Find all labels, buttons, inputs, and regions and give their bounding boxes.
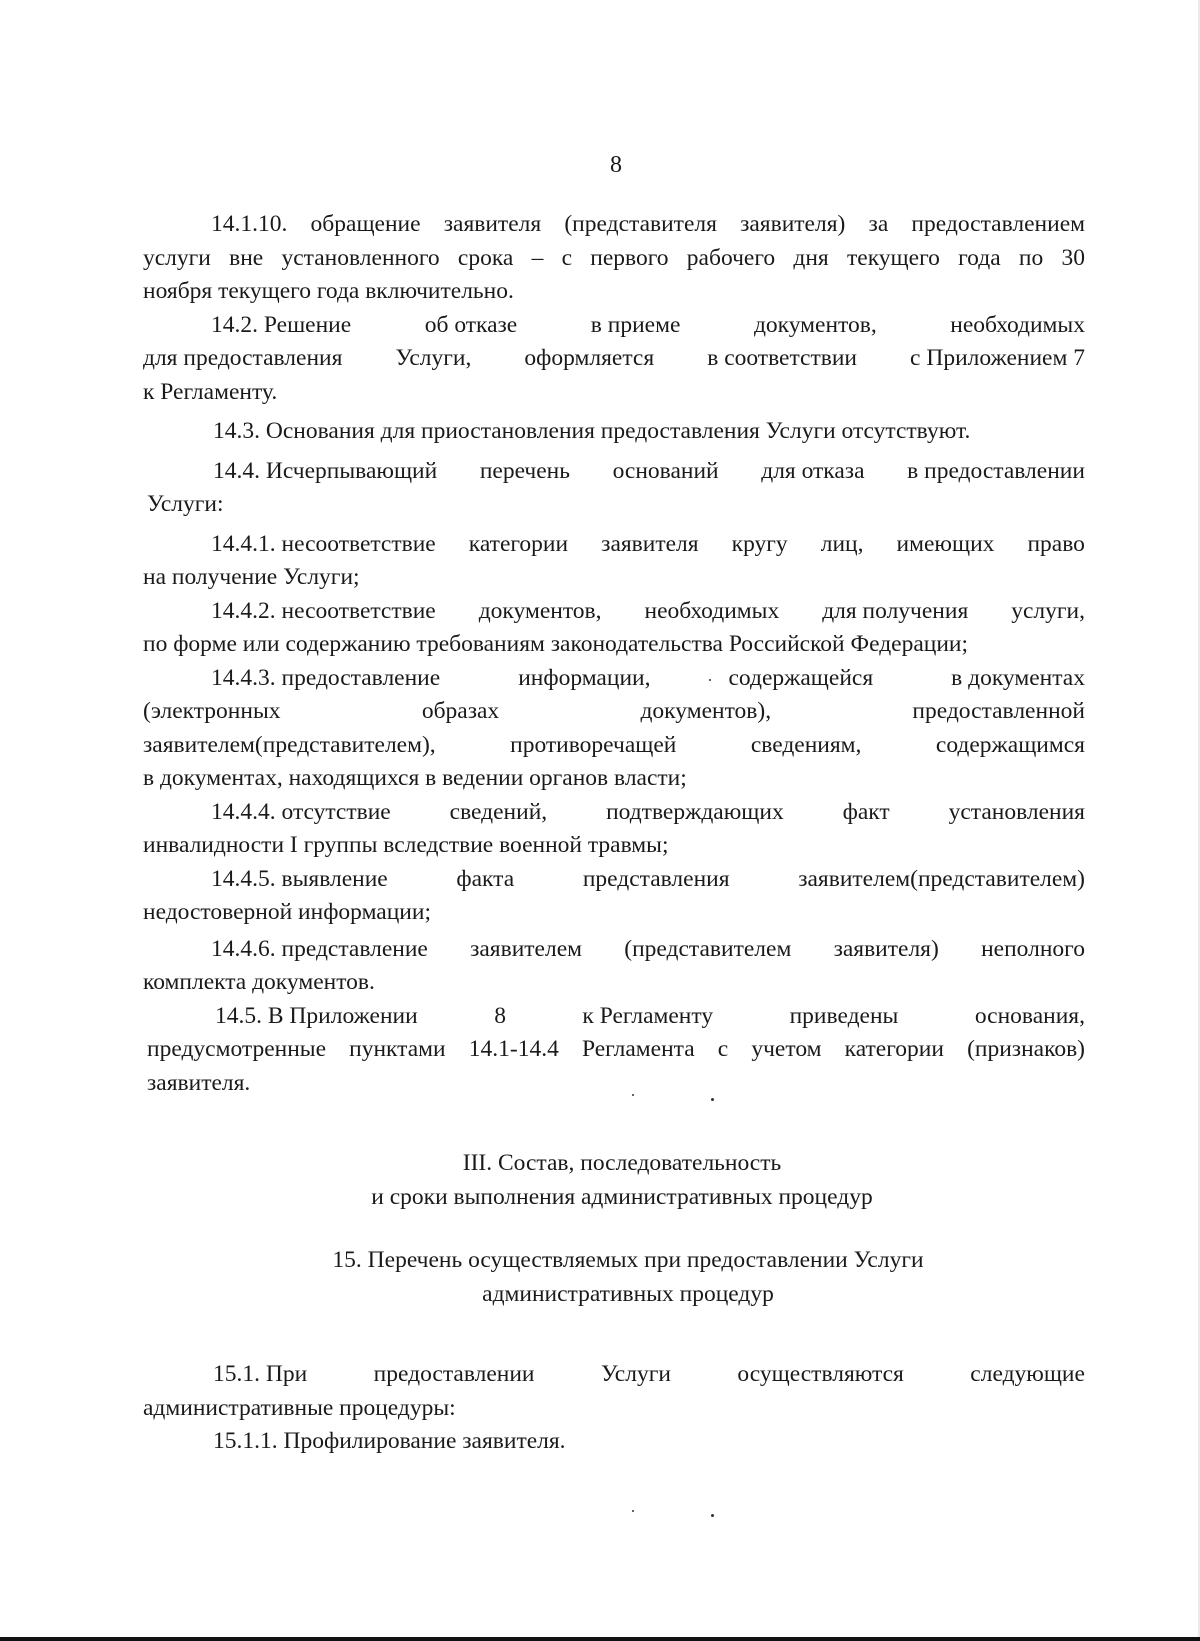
word: противоречащей <box>510 731 677 758</box>
page-number: 8 <box>610 152 622 178</box>
text-line <box>143 595 1085 629</box>
text-run: по форме или содержанию требованиям законодательства Российской Федерации; <box>143 631 969 657</box>
word: 14.4.6. представление <box>211 935 428 962</box>
text-line <box>143 208 1085 242</box>
word: в документах <box>951 664 1085 691</box>
paragraph-14-4-2 <box>143 595 1085 662</box>
text-line <box>143 628 1085 662</box>
text-line <box>143 966 1085 1000</box>
word: 14.2. Решение <box>211 311 352 338</box>
word: 14.5. В Приложении <box>215 1002 418 1029</box>
scan-bottom-edge <box>0 1637 1200 1641</box>
heading-line: 15. Перечень осуществляемых при предоставлении Услуги <box>332 1247 924 1273</box>
text-line <box>143 933 1085 967</box>
text-run: ноября текущего года включительно. <box>143 278 514 304</box>
paragraph-14-4-6 <box>143 933 1085 1000</box>
word: установления <box>948 798 1085 825</box>
word: Услуги, <box>395 345 472 371</box>
text-line <box>143 896 1085 930</box>
word: для предоставления <box>143 345 343 371</box>
word: 15.1. При <box>213 1361 308 1387</box>
paragraph-14-4-5 <box>143 863 1085 930</box>
word: предоставлении <box>373 1361 535 1387</box>
section-15-heading <box>143 1244 1085 1311</box>
word: 14.4.5. выявление <box>211 865 388 892</box>
word: заявителем(представителем) <box>798 865 1085 892</box>
text-run: услуги вне установленного срока – с первого рабочего дня текущего года по 30 <box>143 244 1085 271</box>
word: заявителя) <box>833 935 939 962</box>
word: Услуги <box>600 1361 671 1387</box>
paragraph-14-3 <box>143 415 1085 449</box>
text-line <box>143 488 1085 522</box>
word: в предоставлении <box>907 457 1085 484</box>
text-run: недостоверной информации; <box>143 899 431 925</box>
word: документов, <box>478 597 602 624</box>
word: сведениям, <box>750 731 862 758</box>
word: образах <box>421 698 500 724</box>
word: в соответствии <box>707 345 857 371</box>
word: в приеме <box>590 311 681 338</box>
paragraph-14-4-1 <box>143 528 1085 595</box>
section-3-heading <box>143 1147 1085 1214</box>
spacer <box>143 1311 1085 1358</box>
word: для отказа <box>761 457 865 484</box>
paragraph-15-1 <box>143 1358 1085 1425</box>
text-line <box>143 1067 1085 1101</box>
text-line <box>143 242 1085 276</box>
paragraph-14-4-3 <box>143 662 1085 796</box>
scan-speck <box>632 1094 634 1096</box>
text-line <box>143 275 1085 309</box>
text-line <box>143 729 1085 763</box>
word: об отказе <box>424 311 518 338</box>
paragraph-14-5 <box>143 1000 1085 1101</box>
text-line <box>143 1000 1085 1034</box>
word: 14.4.1. несоответствие <box>211 530 436 557</box>
scan-speck <box>711 1514 714 1517</box>
text-line <box>143 528 1085 562</box>
spacer <box>143 1100 1085 1147</box>
text-run: 15.1.1. Профилирование заявителя. <box>213 1428 566 1454</box>
text-run: административные процедуры: <box>143 1394 456 1421</box>
text-run: 14.3. Основания для приостановления предоставления Услуги отсутствуют. <box>213 418 971 444</box>
scan-speck <box>711 1098 714 1101</box>
word: следующие <box>970 1361 1085 1387</box>
word: право <box>1027 530 1085 557</box>
heading-line: административных процедур <box>482 1280 774 1307</box>
scan-speck <box>709 679 711 681</box>
text-line <box>143 1358 1085 1392</box>
text-run: к Регламенту. <box>143 378 278 405</box>
word: к Регламенту <box>582 1002 714 1029</box>
word: лиц, <box>820 530 864 557</box>
paragraph-14-4-4 <box>143 796 1085 863</box>
heading-line: III. Состав, последовательность <box>462 1150 782 1176</box>
word: 14.4.2. несоответствие <box>211 597 436 624</box>
word: заявителя <box>601 530 699 557</box>
word: осуществляются <box>737 1361 904 1387</box>
word: представления <box>582 865 730 892</box>
word: с Приложением 7 <box>910 345 1085 371</box>
word: содержащейся <box>728 664 874 691</box>
scan-speck <box>632 1510 634 1512</box>
word: необходимых <box>644 597 780 624</box>
text-line <box>143 376 1085 410</box>
word: заявителем(представителем), <box>143 731 436 758</box>
word: необходимых <box>950 311 1085 338</box>
text-run: на получение Услуги; <box>143 564 360 590</box>
word: подтверждающих <box>606 798 784 825</box>
text-line <box>143 1392 1085 1426</box>
text-line <box>143 561 1085 595</box>
text-line <box>143 455 1085 489</box>
word: услуги, <box>1011 597 1085 624</box>
text-line <box>143 695 1085 729</box>
word: имеющих <box>896 530 995 557</box>
text-line <box>143 829 1085 863</box>
text-run: 14.1.10. обращение заявителя (представителя заявителя) за предоставлением <box>211 211 1085 237</box>
text-line <box>143 662 1085 696</box>
word: категории <box>468 530 569 557</box>
word: сведений, <box>449 798 548 825</box>
word: документов, <box>753 311 877 338</box>
spacer <box>143 1214 1085 1244</box>
text-run: инвалидности I группы вследствие военной травмы; <box>143 832 669 858</box>
word: информации, <box>518 664 651 691</box>
text-run: Услуги: <box>147 491 224 517</box>
word: документов), <box>640 698 772 724</box>
paragraph-15-1-1 <box>143 1425 1085 1459</box>
text-run: заявителя. <box>147 1069 251 1096</box>
word: оснований <box>612 457 719 484</box>
word: 14.4. Исчерпывающий <box>213 457 438 484</box>
text-line <box>143 342 1085 376</box>
text-line <box>143 762 1085 796</box>
word: для получения <box>822 597 969 624</box>
text-line <box>143 863 1085 897</box>
word: оформляется <box>524 345 655 371</box>
word: содержащимся <box>935 731 1085 758</box>
word: (представителем <box>624 935 792 962</box>
word: факт <box>842 798 890 825</box>
paragraph-14-1-10 <box>143 208 1085 309</box>
word: 8 <box>494 1002 506 1029</box>
text-line <box>143 1033 1085 1067</box>
text-line <box>143 796 1085 830</box>
document-body <box>143 208 1085 1459</box>
word: приведены <box>789 1002 899 1029</box>
word: факта <box>456 865 515 892</box>
paragraph-14-2 <box>143 309 1085 410</box>
paragraph-14-4 <box>143 455 1085 522</box>
word: неполного <box>981 935 1085 962</box>
text-run: комплекта документов. <box>143 969 375 995</box>
text-line <box>143 309 1085 343</box>
word: основания, <box>974 1002 1085 1029</box>
word: предоставленной <box>912 698 1085 724</box>
word: 14.4.3. предоставление <box>211 664 441 691</box>
word: 14.4.4. отсутствие <box>211 798 391 825</box>
word: перечень <box>479 457 570 484</box>
word: кругу <box>731 530 788 557</box>
word: заявителем <box>470 935 583 962</box>
word: (электронных <box>143 698 281 724</box>
heading-line: и сроки выполнения административных процедур <box>371 1183 873 1210</box>
text-run: предусмотренные пунктами 14.1-14.4 Регламента с учетом категории (признаков) <box>147 1036 1085 1062</box>
text-run: в документах, находящихся в ведении органов власти; <box>143 765 687 791</box>
